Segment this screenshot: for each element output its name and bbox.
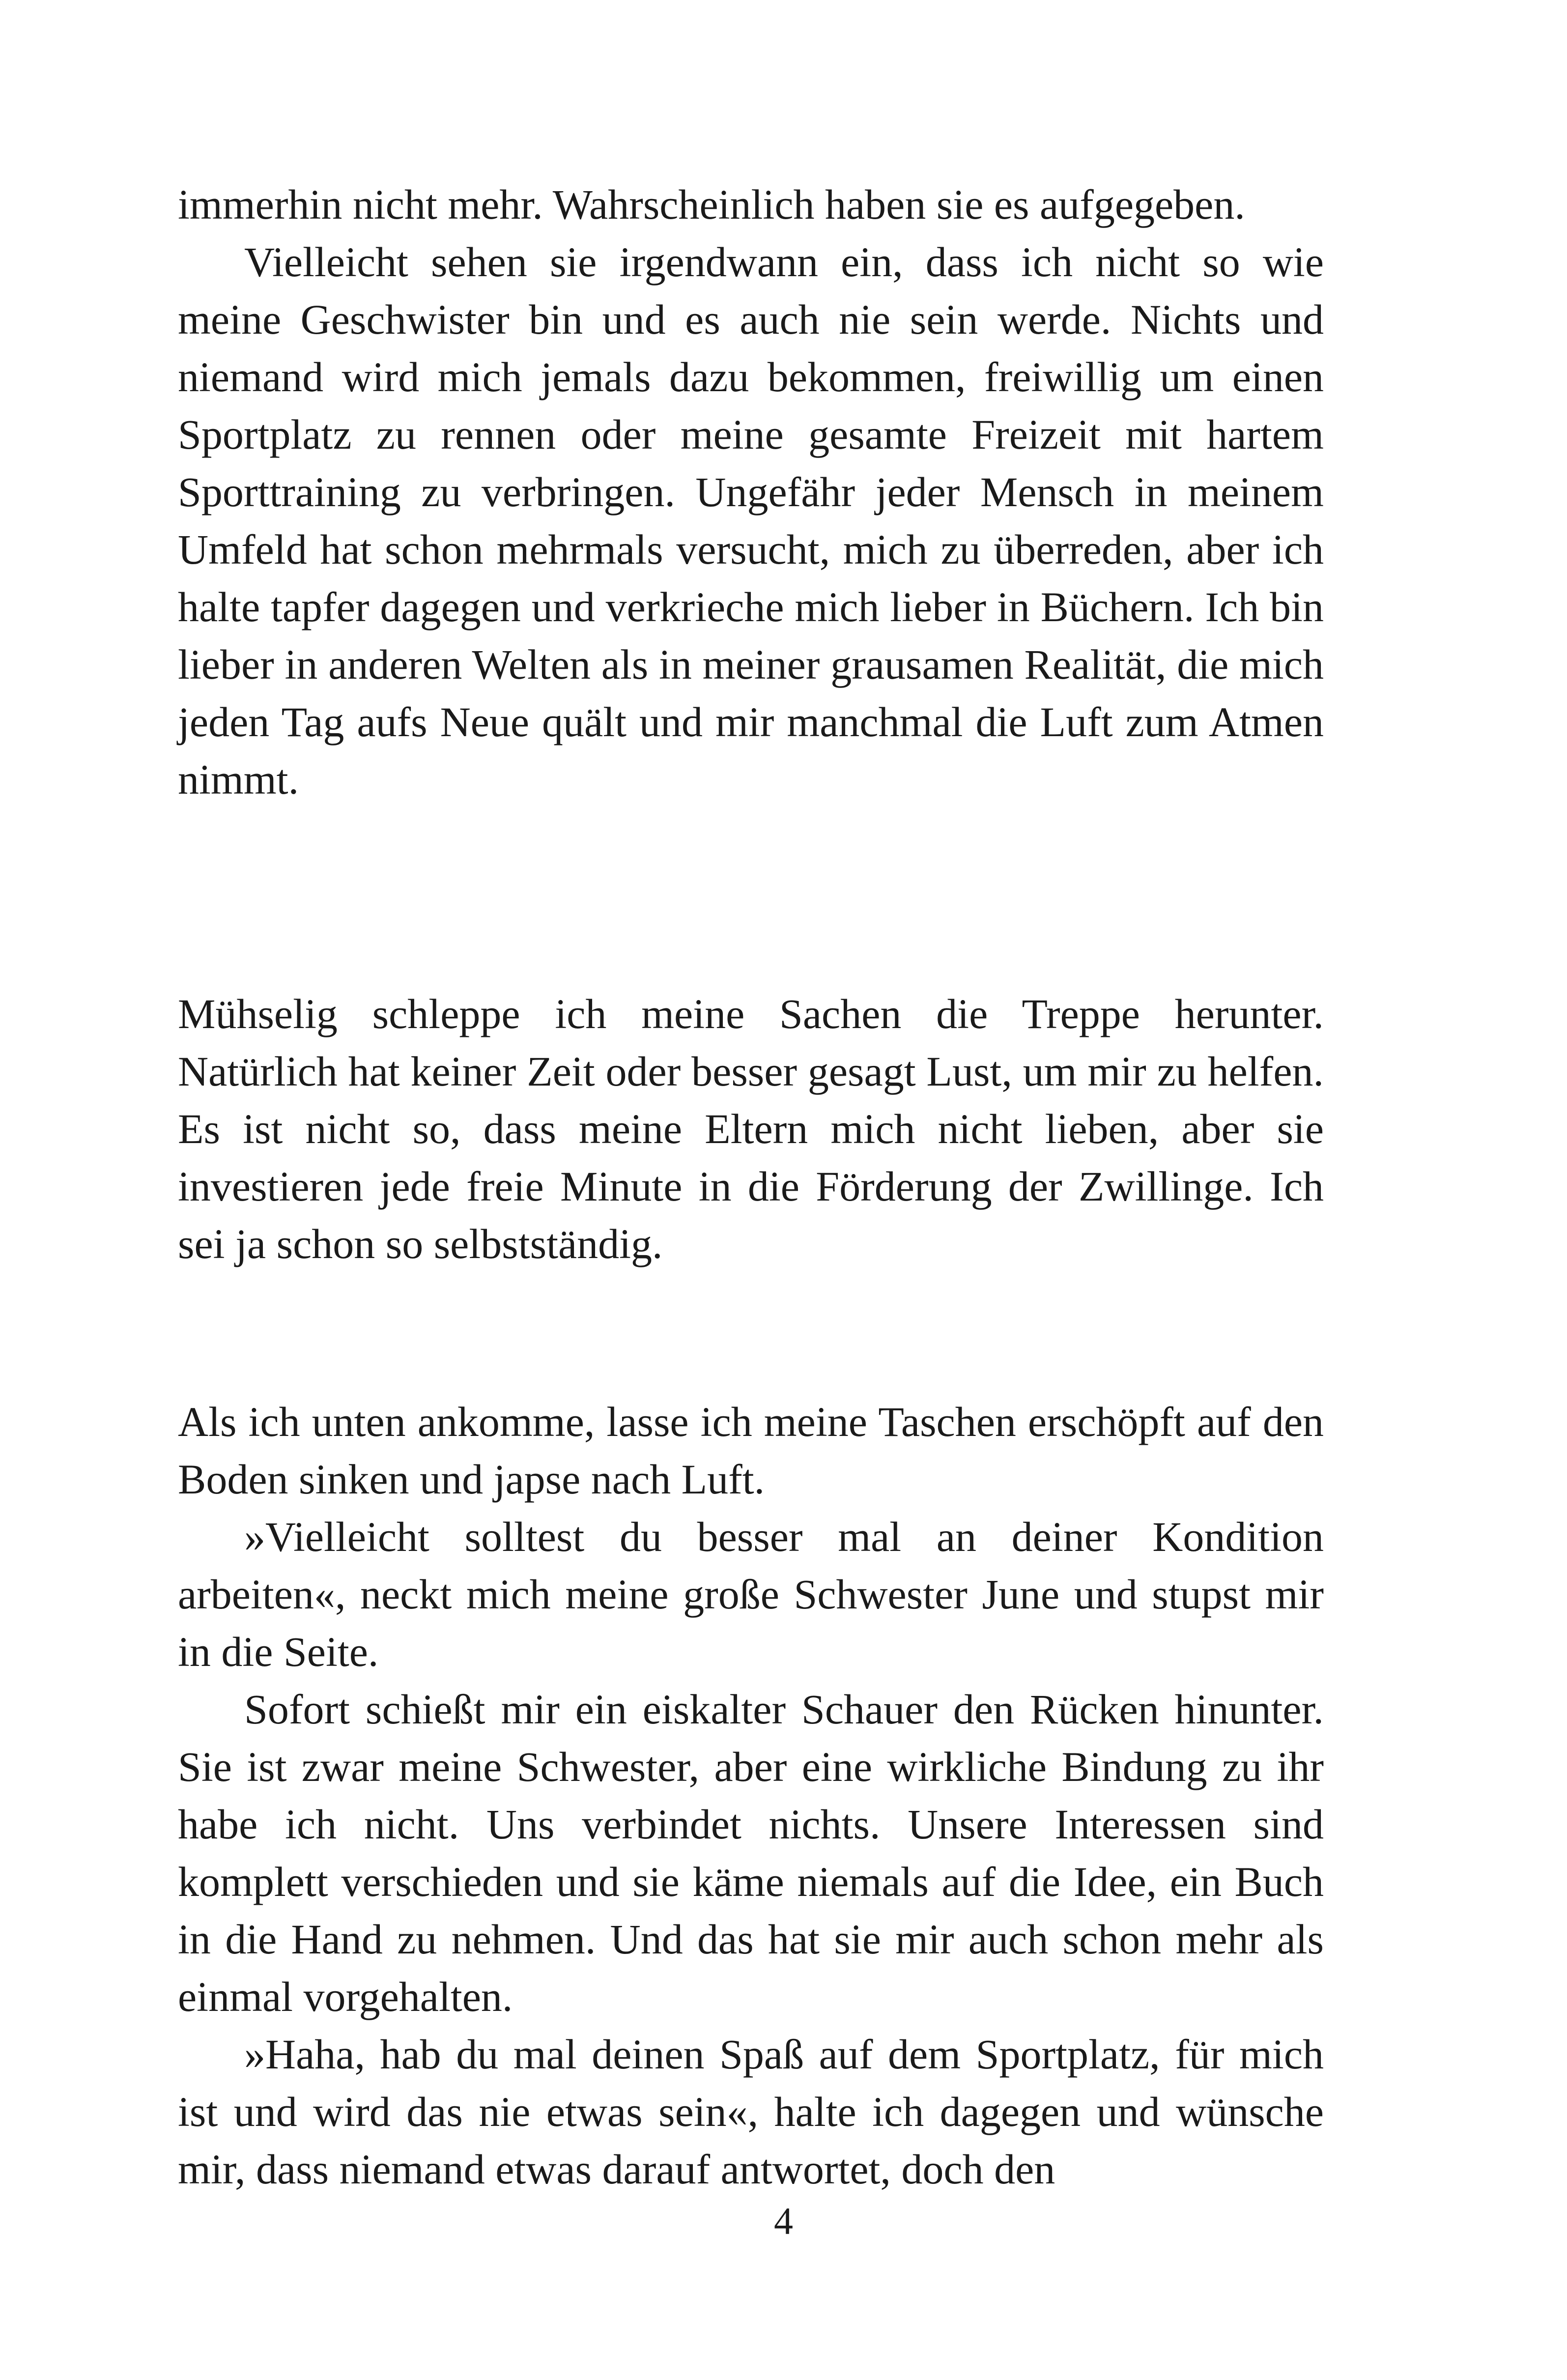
paragraph: Vielleicht sehen sie irgendwann ein, dass ich nicht so wie meine Geschwister bin und es auch nie sein werde. Nichts und niemand wird mich jemals dazu bekommen, freiwillig um einen Sportplatz zu rennen oder meine gesamte Freizeit mit hartem Sporttraining zu verbringen. Ungefähr jeder Mensch in meinem Umfeld hat schon mehrmals versucht, mich zu überreden, aber ich halte tapfer dagegen und verkrieche mich lieber in Büchern. Ich bin lieber in anderen Welten als in meiner grausamen Realität, die mich jeden Tag aufs Neue quält und mir manchmal die Luft zum Atmen nimmt. — [178, 238, 1324, 803]
paragraph-continuation: immerhin nicht mehr. Wahrscheinlich haben sie es aufgegeben. — [178, 181, 1245, 228]
paragraph: »Vielleicht solltest du besser mal an deiner Kondition arbeiten«, neckt mich meine große Schwester June und stupst mir in die Seite. — [178, 1513, 1324, 1675]
text-section-3 — [178, 1393, 1324, 2198]
text-section-2 — [178, 985, 1324, 1273]
text-section-1 — [178, 176, 1324, 808]
paragraph: Als ich unten ankomme, lasse ich meine Taschen erschöpft auf den Boden sinken und japse nach Luft. — [178, 1398, 1324, 1503]
paragraph: Sofort schießt mir ein eiskalter Schauer den Rücken hinunter. Sie ist zwar meine Schwester, aber eine wirkliche Bindung zu ihr habe ich nicht. Uns verbindet nichts. Unsere Interessen sind komplett verschieden und sie käme niemals auf die Idee, ein Buch in die Hand zu nehmen. Und das hat sie mir auch schon mehr als einmal vorgehalten. — [178, 1686, 1324, 2020]
page-number: 4 — [774, 2200, 793, 2242]
paragraph: »Haha, hab du mal deinen Spaß auf dem Sportplatz, für mich ist und wird das nie etwas sein«, halte ich dagegen und wünsche mir, dass niemand etwas darauf antwortet, doch den — [178, 2031, 1324, 2193]
paragraph: Mühselig schleppe ich meine Sachen die Treppe herunter. Natürlich hat keiner Zeit oder besser gesagt Lust, um mir zu helfen. Es ist nicht so, dass meine Eltern mich nicht lieben, aber sie investieren jede freie Minute in die Förderung der Zwillinge. Ich sei ja schon so selbstständig. — [178, 990, 1324, 1267]
